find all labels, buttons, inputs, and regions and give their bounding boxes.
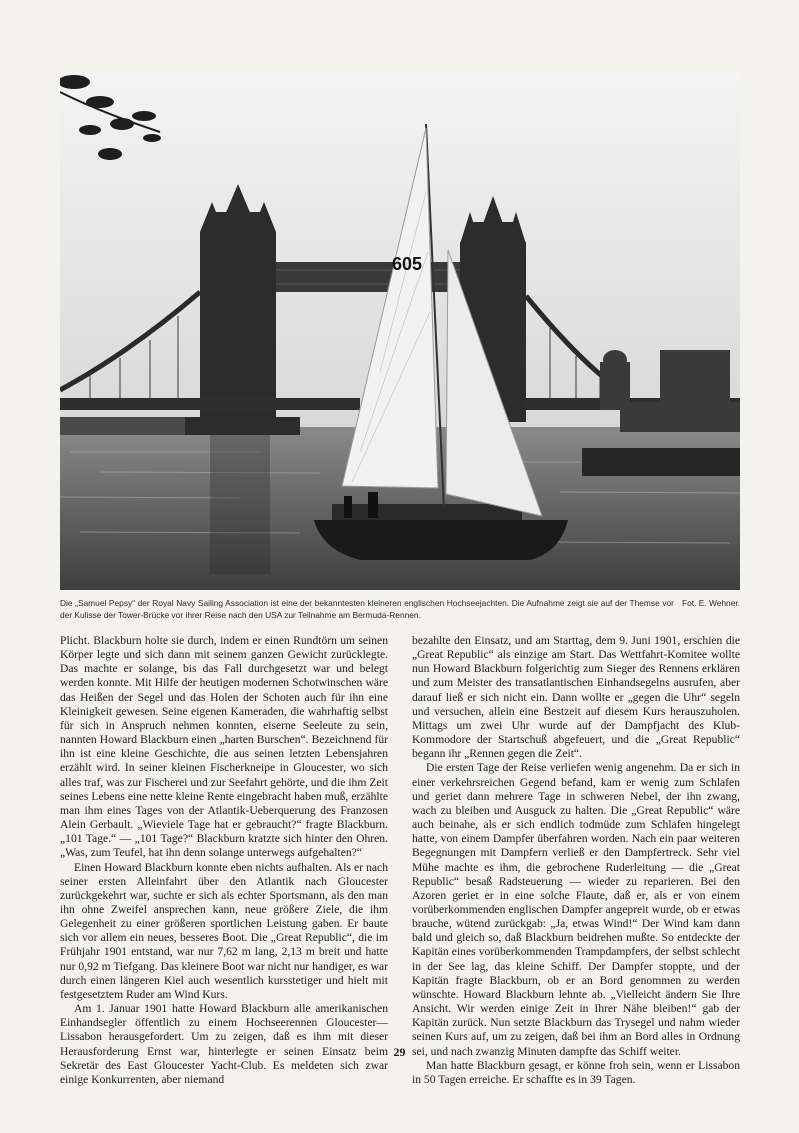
paragraph: Die ersten Tage der Reise verliefen wenig angenehm. Da er sich in einer verkehrsreichen Gegend befand, kam er wenig zum Schlafen und geriet dann mehrere Tage in schweren Nebel, der ihn zwang, wach zu bleiben und Ausguck zu halten. Die „Great Republic“ wäre auch beinahe, als er sich endlich todmüde zum Schlafen hingelegt hatte, von einem Dampfer überfahren worden. Nach ein paar weiteren Begegnungen mit Dampfern verließ er den Dampfertreck. Sehr viel Mühe machte es ihm, die gebrochene Ruderleitung — die „Great Republic“ besaß Radsteuerung — wieder zu reparieren. Bei den Azoren geriet er in eine solche Flaute, daß er, als er von einem vorüberkommenden englischen Dampfer angepreit wurde, ob er etwas brauche, wütend zurückgab: „Ja, etwas Wind!“ Der Wind kam dann bald und gleich so, daß Blackburn beidrehen mußte. So entdeckte der Kapitän eines vorüberkommenden Trampdampfers, der selbst schlecht in der See lag, das kleine Schiff. Der Dampfer stoppte, und der Kapitän fragte Blackburn, ob er an Bord genommen zu werden wünschte. Howard Blackburn lehnte ab. „Vielleicht ändern Sie Ihre Ansicht. Wir werden einige Zeit in Ihrer Nähe bleiben!“ gab der Kapitän zurück. Nun setzte Blackburn das Trysegel und nahm wieder seinen Kurs auf, um zu zeigen, daß bei ihm an Bord alles in Ordnung sei, und nach zwanzig Minuten dampfte das Schiff weiter. [412, 761, 740, 1058]
paragraph: bezahlte den Einsatz, und am Starttag, dem 9. Juni 1901, erschien die „Great Republic“ als einzige am Start. Das Wettfahrt-Komitee wollte nun Howard Blackburn folgerichtig zum Sieger des Rennens erklären und zum Meister des transatlantischen Einhandsegelns ausrufen, aber darauf ließ er sich nicht ein. Dann wollte er „gegen die Uhr“ segeln und versuchen, allein eine Bestzeit auf diesem Kurs herauszuholen. Mittags um zwei Uhr wurde auf der Dampfjacht des Klub-Kommodore der Startschuß abgefeuert, und die „Great Republic“ begann ihr „Rennen gegen die Zeit“. [412, 634, 740, 761]
text-column-left [60, 634, 388, 1087]
caption-text: Die „Samuel Pepsy“ der Royal Navy Sailing Association ist eine der bekanntesten kleineren englischen Hochseejachten. Die Aufnahme zeigt sie auf der Themse vor der Kulisse der Tower-Brücke vor ihrer Reise nach den USA zur Teilnahme am Bermuda-Rennen. [60, 598, 674, 620]
sail-number: 605 [392, 254, 423, 274]
photo-credit: Fot. E. Wehner. [681, 598, 740, 608]
photo-caption [60, 597, 740, 621]
photo-sailboat-tower-bridge [60, 72, 740, 590]
paragraph: Man hatte Blackburn gesagt, er könne froh sein, wenn er Lissabon in 50 Tagen erreiche. Er schaffte es in 39 Tagen. [412, 1058, 740, 1086]
text-column-right [412, 634, 740, 1087]
paragraph: Einen Howard Blackburn konnte eben nichts aufhalten. Als er nach seiner ersten Alleinfahrt über den Atlantik nach Gloucester zurückgekehrt war, suchte er sich als echter Sportsmann, als den man ihn ohne Zweifel ansprechen kann, neue größere Ziele, die ihm Gelegenheit zu einer größeren sportlichen Leistung gaben. Er baute sich vor allem ein neues, besseres Boot. Die „Great Republic“, die im Frühjahr 1901 entstand, war nur 7,62 m lang, 2,13 m breit und hatte nur 0,92 m Tiefgang. Das kleinere Boot war nicht nur handiger, es war durch einen längeren Kiel auch wesentlich kursstetiger und hielt mit festgesetztem Ruder am Wind Kurs. [60, 860, 388, 1001]
page-number: 29 [393, 1045, 406, 1059]
paragraph: Plicht. Blackburn holte sie durch, indem er einen Rundtörn um seinen Körper legte und sich dann mit seinem ganzen Gewicht zurücklegte. Das machte er solange, bis das Fall durchgesetzt war und belegt werden konnte. Mit Hilfe der heutigen modernen Schotwinschen wäre das Heißen der Segel und das Holen der Schoten auch für ihn eine Kleinigkeit gewesen. Seine eigenen Kameraden, die wahrhaftig selbst für sich in Anspruch nehmen konnten, eiserne Seeleute zu sein, nannten Howard Blackburn einen „harten Burschen“. Bezeichnend für ihn ist eine kleine Geschichte, die aus seinen letzten Lebensjahren erzählt wird. In seiner kleinen Fischerkneipe in Gloucester, wo sich alles traf, was zur Fischerei und zur Seefahrt gehörte, und die ihm Zeit seines Lebens eine nette kleine Rente eingebracht haben muß, erzählte man ihm eines Tages von der Atlantik-Ueberquerung des Franzosen Alein Gerbault. „Wieviele Tage hat er gebraucht?“ fragte Blackburn. „101 Tage.“ — „101 Tage?“ Blackburn kratzte sich hinter den Ohren. „Was, zum Teufel, hat ihn denn solange unterwegs aufgehalten?“ [60, 634, 388, 860]
paragraph: Am 1. Januar 1901 hatte Howard Blackburn alle amerikanischen Einhandsegler öffentlich zu einem Hochseerennen Gloucester—Lissabon herausgefordert. Um zu zeigen, daß es ihm mit dieser Herausforderung Ernst war, hinterlegte er seinen Einsatz beim Sekretär des East Gloucester Yacht-Club. Es meldeten sich zwar einige Konkurrenten, aber niemand [60, 1002, 388, 1086]
